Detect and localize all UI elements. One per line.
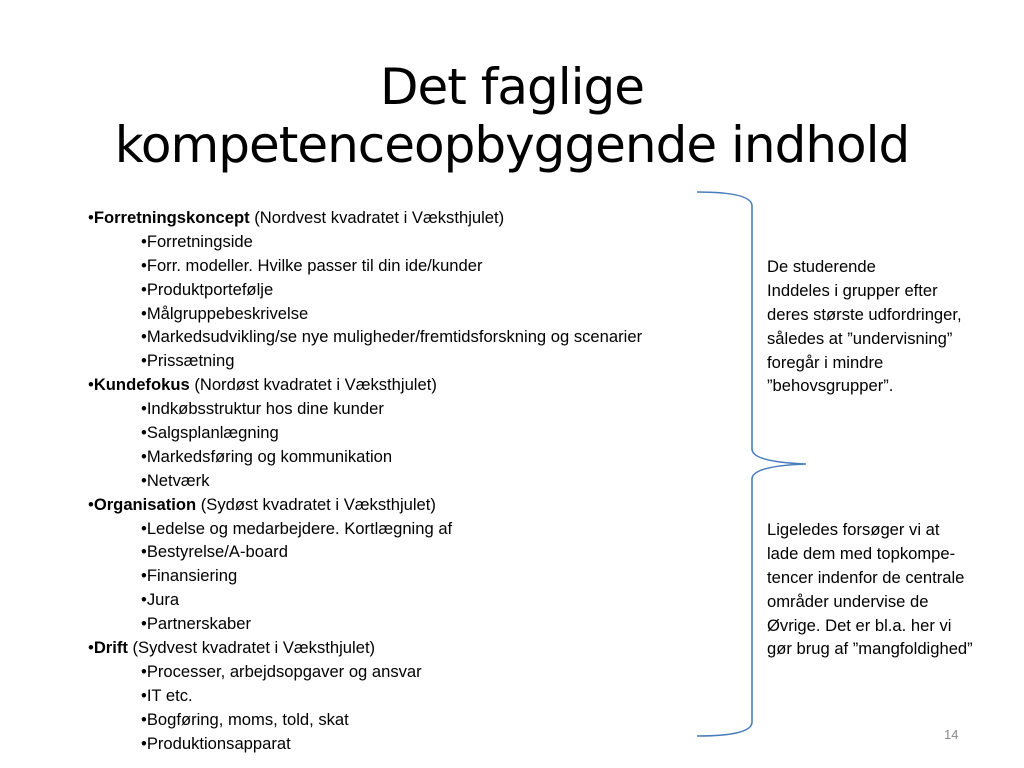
section-heading: •Forretningskoncept (Nordvest kvadratet i Væksthjulet) xyxy=(88,208,505,227)
bullet-item: •Ledelse og medarbejdere. Kortlægning af xyxy=(141,518,453,538)
note-lower xyxy=(767,518,973,661)
bullet-item-text: Markedsføring og kommunikation xyxy=(146,446,393,466)
note-line: Inddeles i grupper efter xyxy=(767,280,938,300)
section-heading-detail: (Sydøst kvadratet i Væksthjulet) xyxy=(196,494,436,514)
note-line: foregår i mindre xyxy=(767,352,884,372)
bullet-item: •Markedsføring og kommunikation xyxy=(141,446,393,466)
bullet-item-text: Netværk xyxy=(146,470,210,490)
note-line: områder undervise de xyxy=(767,591,929,611)
section-heading-bold: Forretningskoncept xyxy=(93,208,250,227)
bullet-item-text: Partnerskaber xyxy=(146,614,252,634)
bullet-item: •Forretningside xyxy=(141,231,253,251)
bullet-item-text: Processer, arbejdsopgaver og ansvar xyxy=(146,661,422,681)
section-heading: •Organisation (Sydøst kvadratet i Væksthjulet) xyxy=(88,494,436,514)
bullet-item: •Bogføring, moms, told, skat xyxy=(141,709,349,729)
bullet-item-text: Jura xyxy=(146,590,180,610)
section-heading: •Drift (Sydvest kvadratet i Væksthjulet) xyxy=(88,638,376,658)
bullet-item: •Jura xyxy=(141,590,180,610)
section-heading-bold: Drift xyxy=(93,638,128,658)
note-line: Ligeledes forsøger vi at xyxy=(767,520,940,539)
page-number: 14 xyxy=(944,727,959,742)
bullet-item: •Finansiering xyxy=(141,566,238,586)
bullet-item: •Partnerskaber xyxy=(141,614,252,634)
bullet-item: •Forr. modeller. Hvilke passer til din ide/kunder xyxy=(141,255,483,275)
bullet-item: •Prissætning xyxy=(141,351,235,371)
section-heading-bold: Organisation xyxy=(93,494,197,514)
bullet-item-text: Markedsudvikling/se nye muligheder/fremtidsforskning og scenarier xyxy=(146,327,643,347)
bullet-item-text: Målgruppebeskrivelse xyxy=(146,303,309,323)
bullet-item-text: Prissætning xyxy=(146,351,235,371)
note-line: De studerende xyxy=(767,257,876,276)
bullet-item: •Produktportefølje xyxy=(141,279,274,299)
bullet-item-text: Indkøbsstruktur hos dine kunder xyxy=(146,399,384,419)
bullet-item-text: Finansiering xyxy=(146,566,238,586)
bullet-item-text: Bestyrelse/A-board xyxy=(146,542,288,562)
bullet-item: •Bestyrelse/A-board xyxy=(141,542,288,562)
title-line-1: Det faglige xyxy=(379,57,645,116)
bullet-item: •Processer, arbejdsopgaver og ansvar xyxy=(141,661,422,681)
bullet-item-text: Salgsplanlægning xyxy=(146,423,279,443)
bullet-item-text: Ledelse og medarbejdere. Kortlægning af xyxy=(146,518,453,538)
title-line-2: kompetenceopbyggende indhold xyxy=(114,115,910,174)
bullet-item-text: Bogføring, moms, told, skat xyxy=(146,709,349,729)
section-heading-detail: (Sydvest kvadratet i Væksthjulet) xyxy=(127,638,376,658)
bullet-item-text: Forretningside xyxy=(146,231,253,251)
section-heading-detail: (Nordøst kvadratet i Væksthjulet) xyxy=(189,375,437,395)
bullet-item-text: IT etc. xyxy=(146,685,193,705)
section-heading: •Kundefokus (Nordøst kvadratet i Væksthjulet) xyxy=(88,375,437,395)
note-line: deres største udfordringer, xyxy=(767,304,962,324)
note-line: Øvrige. Det er bl.a. her vi xyxy=(767,615,952,635)
note-line: ”behovsgrupper”. xyxy=(767,376,894,396)
note-line: tencer indenfor de centrale xyxy=(767,567,965,587)
bullet-item-text: Produktionsapparat xyxy=(146,733,291,753)
bullet-item-text: Forr. modeller. Hvilke passer til din ide/kunder xyxy=(146,255,483,275)
bullet-item: •Indkøbsstruktur hos dine kunder xyxy=(141,399,384,419)
section-heading-bold: Kundefokus xyxy=(93,375,190,395)
note-line: lade dem med topkompe- xyxy=(767,543,956,563)
bullet-item: •Markedsudvikling/se nye muligheder/fremtidsforskning og scenarier xyxy=(141,327,643,347)
note-line: gør brug af ”mangfoldighed” xyxy=(767,639,973,659)
note-upper xyxy=(767,255,962,398)
section-heading-detail: (Nordvest kvadratet i Væksthjulet) xyxy=(249,208,505,227)
note-line: således at ”undervisning” xyxy=(767,328,953,348)
bullet-item: •IT etc. xyxy=(141,685,193,705)
bullet-item: •Målgruppebeskrivelse xyxy=(141,303,309,323)
bullet-item-text: Produktportefølje xyxy=(146,279,274,299)
bullet-item: •Netværk xyxy=(141,470,210,490)
bullet-item: •Salgsplanlægning xyxy=(141,423,279,443)
bullet-item: •Produktionsapparat xyxy=(141,733,291,753)
